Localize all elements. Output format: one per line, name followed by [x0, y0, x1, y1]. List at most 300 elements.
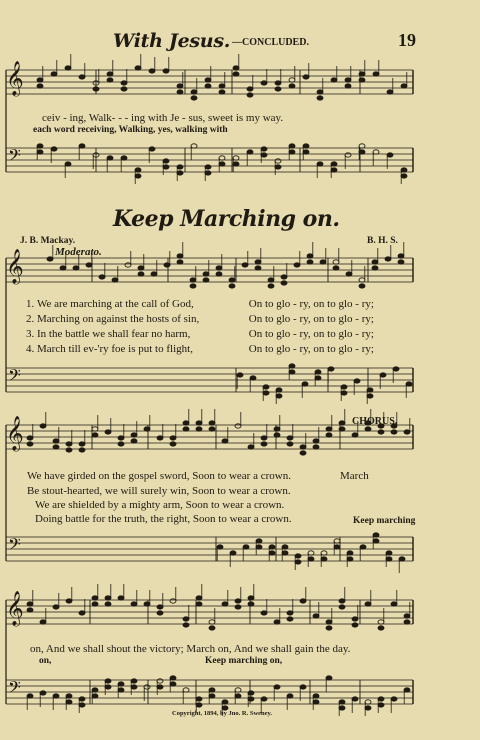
note-head: [138, 266, 144, 270]
note-head: [157, 605, 163, 609]
note-head: [157, 436, 163, 440]
note-head: [196, 596, 202, 600]
verse-number: 1.: [26, 298, 35, 310]
note-head: [131, 685, 137, 689]
note-head: [345, 78, 351, 82]
second-verse-1: We have girded on the gospel sword, Soon to wear a crown.: [27, 470, 291, 482]
note-head: [118, 688, 124, 692]
note-head: [300, 451, 306, 455]
note-head: [365, 602, 371, 606]
note-head: [300, 685, 306, 689]
note-head: [242, 263, 248, 267]
note-head: [339, 700, 345, 704]
note-head: [275, 159, 281, 163]
note-head: [308, 551, 314, 555]
note-head: [53, 694, 59, 698]
verse-line: Marching on against the hosts of sin,: [37, 313, 200, 325]
note-head: [274, 620, 280, 624]
note-head: [399, 557, 405, 561]
note-head: [391, 697, 397, 701]
note-head: [261, 442, 267, 446]
note-head: [385, 257, 391, 261]
note-head: [365, 706, 371, 710]
note-head: [289, 370, 295, 374]
note-head: [321, 551, 327, 555]
note-head: [170, 442, 176, 446]
note-head: [326, 676, 332, 680]
note-head: [164, 263, 170, 267]
note-head: [261, 697, 267, 701]
note-head: [404, 688, 410, 692]
note-head: [229, 284, 235, 288]
note-head: [53, 605, 59, 609]
note-head: [233, 66, 239, 70]
note-head: [170, 599, 176, 603]
page-header-concluded: —CONCLUDED.: [232, 37, 309, 48]
note-head: [359, 78, 365, 82]
note-head: [135, 66, 141, 70]
note-head: [92, 694, 98, 698]
note-head: [131, 602, 137, 606]
verse-1: [26, 298, 374, 310]
note-head: [219, 156, 225, 160]
note-head: [339, 421, 345, 425]
chorus-march: March: [340, 470, 369, 482]
note-head: [404, 620, 410, 624]
note-head: [352, 623, 358, 627]
note-head: [289, 364, 295, 368]
note-head: [107, 156, 113, 160]
note-head: [261, 153, 267, 157]
note-head: [391, 602, 397, 606]
note-head: [333, 266, 339, 270]
bass-clef: 𝄢: [8, 145, 21, 169]
note-head: [300, 599, 306, 603]
note-head: [40, 691, 46, 695]
second-verse-3: We are shielded by a mighty arm, Soon to wear a crown.: [35, 499, 285, 511]
note-head: [302, 382, 308, 386]
note-head: [386, 557, 392, 561]
note-head: [92, 688, 98, 692]
note-head: [79, 448, 85, 452]
note-head: [222, 700, 228, 704]
note-head: [196, 421, 202, 425]
note-head: [121, 81, 127, 85]
note-head: [121, 156, 127, 160]
note-head: [157, 611, 163, 615]
note-head: [205, 78, 211, 82]
note-head: [66, 448, 72, 452]
note-head: [40, 424, 46, 428]
note-head: [92, 596, 98, 600]
note-head: [209, 688, 215, 692]
note-head: [346, 272, 352, 276]
bass-clef: 𝄢: [8, 677, 21, 701]
note-head: [107, 72, 113, 76]
note-head: [191, 144, 197, 148]
note-head: [196, 427, 202, 431]
note-head: [170, 436, 176, 440]
note-head: [79, 703, 85, 707]
note-head: [79, 611, 85, 615]
note-head: [274, 433, 280, 437]
note-head: [157, 679, 163, 683]
verse-refrain: On to glo - ry, on to glo - ry;: [248, 298, 374, 310]
note-head: [307, 260, 313, 264]
chorus-label: CHORUS.: [352, 416, 398, 427]
note-head: [51, 72, 57, 76]
note-head: [37, 144, 43, 148]
note-head: [209, 626, 215, 630]
top-lyric-main: ceiv - ing, Walk- - - ing with Je - sus, sweet is my way.: [42, 112, 284, 124]
note-head: [121, 87, 127, 91]
note-head: [287, 611, 293, 615]
note-head: [359, 144, 365, 148]
note-head: [393, 367, 399, 371]
chorus-keep-marching: Keep marching: [353, 516, 416, 526]
note-head: [209, 427, 215, 431]
note-head: [401, 174, 407, 178]
note-head: [345, 153, 351, 157]
note-head: [367, 394, 373, 398]
note-head: [233, 162, 239, 166]
note-head: [287, 617, 293, 621]
note-head: [326, 626, 332, 630]
note-head: [326, 433, 332, 437]
note-head: [281, 281, 287, 285]
note-head: [378, 697, 384, 701]
note-head: [315, 376, 321, 380]
note-head: [149, 69, 155, 73]
note-head: [183, 688, 189, 692]
note-head: [196, 697, 202, 701]
note-head: [313, 614, 319, 618]
note-head: [151, 272, 157, 276]
note-head: [274, 427, 280, 431]
note-head: [347, 557, 353, 561]
note-head: [79, 697, 85, 701]
note-head: [247, 150, 253, 154]
note-head: [219, 84, 225, 88]
note-head: [235, 605, 241, 609]
note-head: [289, 150, 295, 154]
note-head: [287, 442, 293, 446]
note-head: [79, 144, 85, 148]
note-head: [170, 676, 176, 680]
note-head: [378, 626, 384, 630]
note-head: [303, 144, 309, 148]
page-header-title: With Jesus.: [113, 30, 231, 52]
chorus-line-sub-right: Keep marching on,: [205, 656, 283, 666]
verse-refrain: On to glo - ry, on to glo - ry;: [248, 313, 374, 325]
note-head: [93, 87, 99, 91]
note-head: [190, 278, 196, 282]
note-head: [401, 168, 407, 172]
note-head: [73, 266, 79, 270]
note-head: [406, 382, 412, 386]
note-head: [233, 72, 239, 76]
note-head: [237, 373, 243, 377]
second-verse-4: Doing battle for the truth, the right, Soon to wear a crown.: [35, 513, 292, 525]
note-head: [373, 533, 379, 537]
note-head: [157, 685, 163, 689]
note-head: [380, 373, 386, 377]
note-head: [398, 260, 404, 264]
note-head: [247, 93, 253, 97]
note-head: [313, 445, 319, 449]
note-head: [331, 168, 337, 172]
treble-clef: 𝄞: [6, 416, 24, 451]
note-head: [235, 688, 241, 692]
note-head: [229, 278, 235, 282]
note-head: [331, 78, 337, 82]
note-head: [170, 682, 176, 686]
note-head: [341, 385, 347, 389]
note-head: [219, 162, 225, 166]
note-head: [40, 620, 46, 624]
note-head: [183, 421, 189, 425]
note-head: [163, 159, 169, 163]
note-head: [352, 617, 358, 621]
note-head: [275, 165, 281, 169]
note-head: [131, 433, 137, 437]
note-head: [66, 700, 72, 704]
tempo-marking: Moderato.: [55, 246, 102, 258]
lyricist-credit: J. B. Mackay.: [20, 236, 76, 246]
note-head: [313, 700, 319, 704]
note-head: [247, 87, 253, 91]
note-head: [331, 162, 337, 166]
note-head: [205, 84, 211, 88]
note-head: [404, 430, 410, 434]
note-head: [281, 275, 287, 279]
note-head: [190, 284, 196, 288]
note-head: [131, 679, 137, 683]
note-head: [317, 162, 323, 166]
note-head: [347, 551, 353, 555]
note-head: [177, 171, 183, 175]
note-head: [53, 445, 59, 449]
note-head: [217, 545, 223, 549]
note-head: [315, 370, 321, 374]
note-head: [27, 602, 33, 606]
note-head: [365, 427, 371, 431]
note-head: [321, 557, 327, 561]
chorus-line-main: on, And we shall shout the victory; March on, And we shall gain the day.: [30, 643, 351, 655]
page-number: 19: [398, 30, 416, 50]
note-head: [275, 81, 281, 85]
note-head: [235, 599, 241, 603]
note-head: [250, 376, 256, 380]
note-head: [333, 260, 339, 264]
note-head: [387, 153, 393, 157]
note-head: [282, 551, 288, 555]
note-head: [27, 436, 33, 440]
note-head: [313, 439, 319, 443]
note-head: [191, 90, 197, 94]
note-head: [263, 391, 269, 395]
bass-clef: 𝄢: [8, 534, 21, 558]
note-head: [118, 682, 124, 686]
note-head: [289, 78, 295, 82]
note-head: [345, 84, 351, 88]
note-head: [256, 539, 262, 543]
note-head: [177, 90, 183, 94]
verse-refrain: On to glo - ry, on to glo - ry;: [248, 343, 374, 355]
note-head: [276, 394, 282, 398]
note-head: [391, 430, 397, 434]
note-head: [294, 263, 300, 267]
note-head: [367, 388, 373, 392]
composer-credit: B. H. S.: [367, 236, 398, 246]
note-head: [27, 442, 33, 446]
note-head: [308, 557, 314, 561]
note-head: [373, 539, 379, 543]
note-head: [365, 700, 371, 704]
note-head: [268, 278, 274, 282]
note-head: [27, 694, 33, 698]
note-head: [287, 436, 293, 440]
note-head: [138, 272, 144, 276]
note-head: [163, 165, 169, 169]
note-head: [105, 602, 111, 606]
note-head: [86, 263, 92, 267]
note-head: [401, 84, 407, 88]
note-head: [352, 433, 358, 437]
note-head: [295, 560, 301, 564]
note-head: [334, 539, 340, 543]
note-head: [339, 605, 345, 609]
note-head: [92, 427, 98, 431]
note-head: [261, 147, 267, 151]
note-head: [135, 174, 141, 178]
note-head: [275, 87, 281, 91]
note-head: [177, 84, 183, 88]
chorus-line-sub-left: on,: [39, 656, 52, 666]
note-head: [209, 620, 215, 624]
note-head: [177, 165, 183, 169]
note-head: [177, 260, 183, 264]
note-head: [300, 445, 306, 449]
note-head: [303, 150, 309, 154]
note-head: [313, 694, 319, 698]
note-head: [203, 278, 209, 282]
note-head: [183, 427, 189, 431]
verse-4: [26, 343, 374, 355]
note-head: [92, 602, 98, 606]
note-head: [235, 424, 241, 428]
verse-number: 2.: [26, 313, 35, 325]
note-head: [53, 439, 59, 443]
treble-clef: 𝄞: [6, 591, 24, 626]
note-head: [354, 379, 360, 383]
note-head: [37, 84, 43, 88]
note-head: [248, 697, 254, 701]
note-head: [60, 266, 66, 270]
note-head: [135, 168, 141, 172]
note-head: [66, 599, 72, 603]
hymn-title: Keep Marching on.: [113, 206, 340, 232]
note-head: [92, 433, 98, 437]
note-head: [99, 275, 105, 279]
note-head: [131, 439, 137, 443]
note-head: [339, 427, 345, 431]
note-head: [222, 439, 228, 443]
note-head: [233, 156, 239, 160]
note-head: [65, 66, 71, 70]
note-head: [149, 147, 155, 151]
note-head: [144, 685, 150, 689]
note-head: [386, 551, 392, 555]
note-head: [269, 551, 275, 555]
note-head: [105, 430, 111, 434]
note-head: [268, 284, 274, 288]
note-head: [144, 427, 150, 431]
note-head: [107, 78, 113, 82]
note-head: [295, 554, 301, 558]
note-head: [276, 388, 282, 392]
note-head: [398, 254, 404, 258]
note-head: [51, 147, 57, 151]
note-head: [269, 545, 275, 549]
note-head: [216, 266, 222, 270]
note-head: [256, 545, 262, 549]
verse-line: March till ev-'ry foe is put to flight,: [37, 343, 193, 355]
note-head: [303, 75, 309, 79]
note-head: [360, 545, 366, 549]
note-head: [373, 150, 379, 154]
note-head: [372, 260, 378, 264]
note-head: [289, 84, 295, 88]
note-head: [274, 685, 280, 689]
note-head: [373, 72, 379, 76]
note-head: [317, 96, 323, 100]
note-head: [205, 171, 211, 175]
note-head: [372, 266, 378, 270]
note-head: [66, 442, 72, 446]
note-head: [163, 69, 169, 73]
note-head: [387, 90, 393, 94]
verse-line: We are marching at the call of God,: [37, 298, 194, 310]
note-head: [205, 165, 211, 169]
note-head: [118, 596, 124, 600]
note-head: [79, 442, 85, 446]
note-head: [359, 72, 365, 76]
note-head: [65, 162, 71, 166]
note-head: [37, 78, 43, 82]
note-head: [235, 694, 241, 698]
note-head: [47, 257, 53, 261]
note-head: [209, 421, 215, 425]
note-head: [307, 254, 313, 258]
note-head: [378, 620, 384, 624]
note-head: [27, 608, 33, 612]
note-head: [359, 150, 365, 154]
verse-2: [26, 313, 374, 325]
note-head: [219, 90, 225, 94]
note-head: [177, 254, 183, 258]
note-head: [196, 602, 202, 606]
treble-clef: 𝄞: [6, 249, 24, 284]
verse-refrain: On to glo - ry, on to glo - ry;: [248, 328, 374, 340]
note-head: [222, 602, 228, 606]
note-head: [37, 150, 43, 154]
note-head: [341, 391, 347, 395]
note-head: [183, 617, 189, 621]
verse-number: 3.: [26, 328, 35, 340]
note-head: [248, 691, 254, 695]
note-head: [326, 427, 332, 431]
